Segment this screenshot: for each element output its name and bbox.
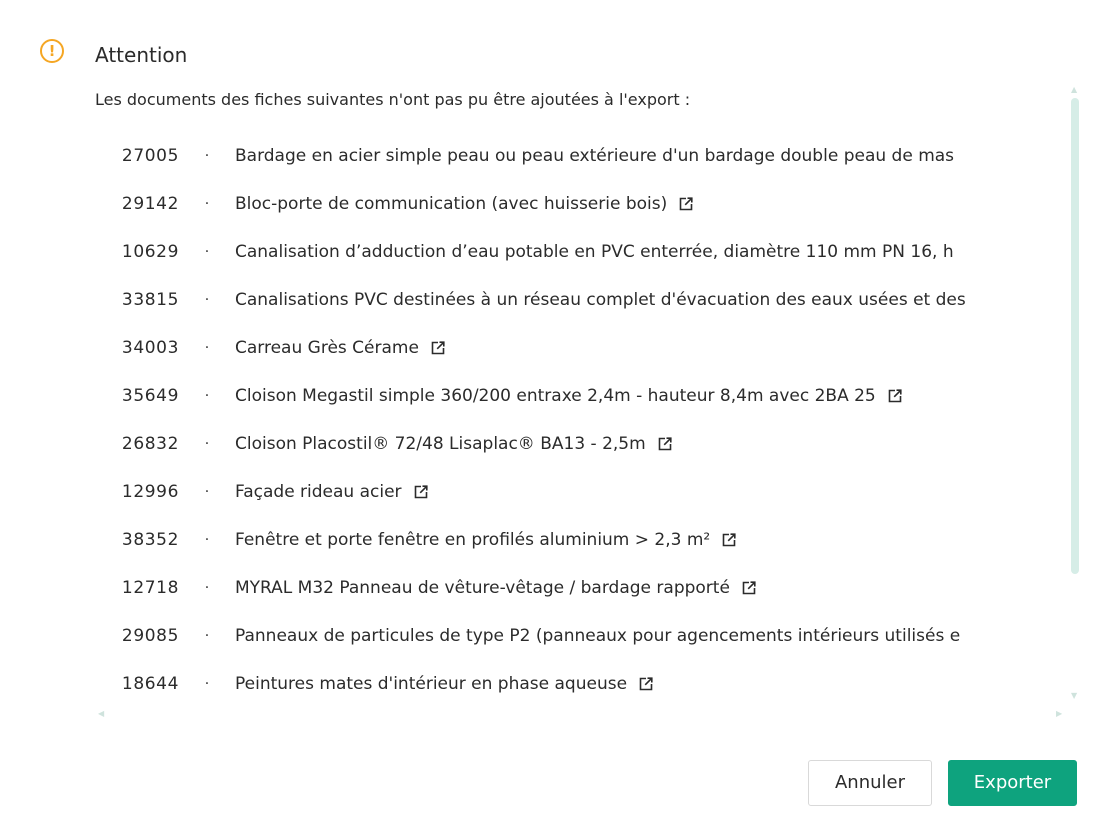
scroll-down-arrow[interactable]: ▼ [1071,691,1078,700]
item-id: 12718 [121,578,179,598]
item-id: 38352 [121,530,179,550]
list-item [95,180,1068,228]
failed-documents-list[interactable] [95,132,1068,708]
list-item [95,516,1068,564]
list-item [95,324,1068,372]
item-label: Canalisation d’adduction d’eau potable en PVC enterrée, diamètre 110 mm PN 16, h [235,242,954,262]
scroll-up-arrow[interactable]: ▲ [1071,85,1078,94]
external-link-icon[interactable] [722,533,736,547]
bullet-separator: · [204,148,210,164]
cancel-button[interactable]: Annuler [808,760,932,806]
bullet-separator: · [204,292,210,308]
dialog-intro: Les documents des fiches suivantes n'ont pas pu être ajoutées à l'export : [95,90,691,109]
item-label: Fenêtre et porte fenêtre en profilés aluminium > 2,3 m² [235,530,711,550]
list-item [95,564,1068,612]
item-id: 29085 [121,626,179,646]
external-link-icon[interactable] [414,485,428,499]
item-label: Cloison Placostil® 72/48 Lisaplac® BA13 - 2,5m [235,434,646,454]
item-label: Carreau Grès Cérame [235,338,419,358]
external-link-icon[interactable] [658,437,672,451]
item-id: 10629 [121,242,179,262]
item-id: 27005 [121,146,179,166]
item-id: 34003 [121,338,179,358]
item-label: Bardage en acier simple peau ou peau extérieure d'un bardage double peau de mas [235,146,955,166]
bullet-separator: · [204,244,210,260]
list-item [95,276,1068,324]
bullet-separator: · [204,388,210,404]
item-id: 12996 [121,482,179,502]
bullet-separator: · [204,196,210,212]
item-label: Cloison Megastil simple 360/200 entraxe 2,4m - hauteur 8,4m avec 2BA 25 [235,386,876,406]
bullet-separator: · [204,484,210,500]
bullet-separator: · [204,676,210,692]
external-link-icon[interactable] [742,581,756,595]
bullet-separator: · [204,532,210,548]
item-label: Façade rideau acier [235,482,402,502]
dialog-title: Attention [95,43,188,67]
list-item [95,660,1068,708]
list-item [95,468,1068,516]
external-link-icon[interactable] [888,389,902,403]
bullet-separator: · [204,580,210,596]
item-label: Bloc-porte de communication (avec huisserie bois) [235,194,668,214]
warning-circle-icon: ! [40,39,64,63]
bullet-separator: · [204,436,210,452]
list-item [95,228,1068,276]
list-item [95,420,1068,468]
scroll-left-arrow[interactable]: ◀ [98,709,105,718]
external-link-icon[interactable] [431,341,445,355]
list-item [95,132,1068,180]
bullet-separator: · [204,340,210,356]
item-label: Canalisations PVC destinées à un réseau complet d'évacuation des eaux usées et des [235,290,966,310]
vertical-scrollbar[interactable] [1071,98,1079,574]
item-id: 29142 [121,194,179,214]
external-link-icon[interactable] [679,197,693,211]
item-id: 35649 [121,386,179,406]
item-id: 33815 [121,290,179,310]
external-link-icon[interactable] [639,677,653,691]
item-label: Panneaux de particules de type P2 (panneaux pour agencements intérieurs utilisés e [235,626,961,646]
list-item [95,372,1068,420]
export-button[interactable]: Exporter [948,760,1077,806]
item-id: 26832 [121,434,179,454]
scroll-right-arrow[interactable]: ▶ [1056,709,1063,718]
bullet-separator: · [204,628,210,644]
list-item [95,612,1068,660]
item-id: 18644 [121,674,179,694]
item-label: MYRAL M32 Panneau de vêture-vêtage / bardage rapporté [235,578,730,598]
item-label: Peintures mates d'intérieur en phase aqueuse [235,674,628,694]
